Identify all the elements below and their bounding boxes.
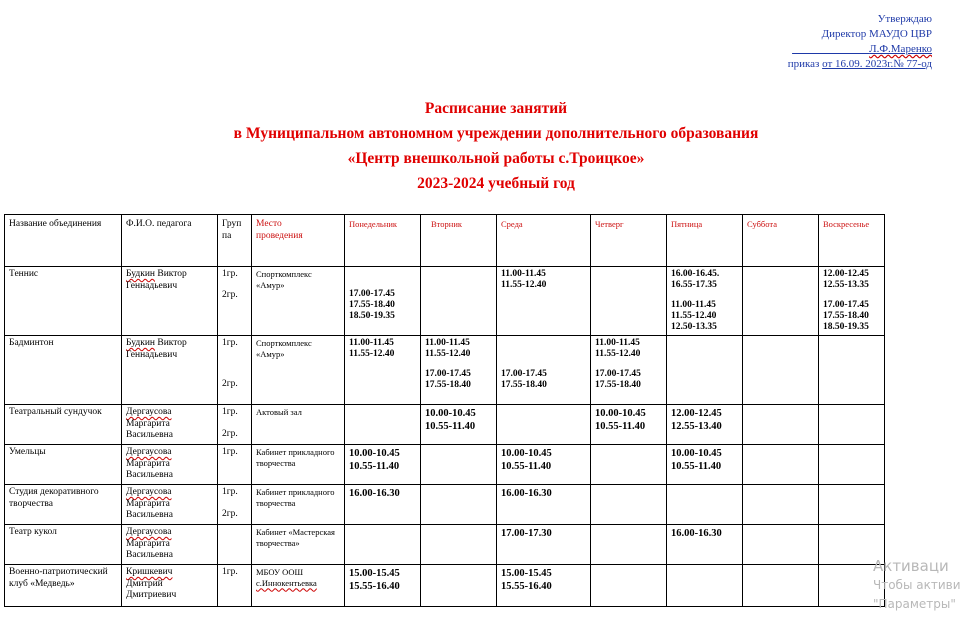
row-teacher: Будкин Виктор Геннадьевич [122,267,218,336]
row-name: Театральный сундучок [5,405,122,445]
title-line-1: Расписание занятий [424,100,568,117]
row-name: Военно-патриотический клуб «Медведь» [5,565,122,607]
cell-monday: 15.00-15.45 15.55-16.40 [345,565,421,607]
title-line-4: 2023-2024 учебный год [417,175,575,192]
table-row [5,525,885,565]
cell-sunday [819,485,885,525]
approval-line-1: Утверждаю [877,13,932,25]
row-place: Кабинет прикладного творчества [252,445,345,485]
table-row [5,485,885,525]
row-place: Спорткомплекс «Амур» [252,336,345,405]
row-group: 1гр. [218,565,252,607]
cell-tuesday: 11.00-11.45 11.55-12.40 17.00-17.45 17.55-18.40 [421,336,497,405]
cell-wednesday: 15.00-15.45 15.55-16.40 [497,565,591,607]
header-teacher: Ф.И.О. педагога [122,215,218,267]
approval-line-2: Директор МАУДО ЦВР [821,28,932,40]
cell-thursday [591,267,667,336]
cell-thursday [591,485,667,525]
row-group: 1гр. 2гр. [218,405,252,445]
row-name: Студия декоративного творчества [5,485,122,525]
cell-sunday: 12.00-12.45 12.55-13.35 17.00-17.45 17.55-18.40 18.50-19.35 [819,267,885,336]
document-title [0,96,962,196]
header-thursday: Четверг [591,215,667,267]
row-teacher: Будкин Виктор Геннадьевич [122,336,218,405]
row-teacher: Дергаусова Маргарита Васильевна [122,445,218,485]
cell-wednesday [497,405,591,445]
cell-tuesday [421,267,497,336]
row-group: 1гр. 2гр. [218,267,252,336]
cell-monday: 11.00-11.45 11.55-12.40 [345,336,421,405]
header-sunday: Воскресенье [819,215,885,267]
watermark-line-3: "Параметры" [873,597,956,611]
cell-saturday [743,525,819,565]
row-name: Теннис [5,267,122,336]
row-name: Умельцы [5,445,122,485]
table-row [5,336,885,405]
cell-tuesday: 10.00-10.45 10.55-11.40 [421,405,497,445]
row-teacher: Дергаусова Маргарита Васильевна [122,525,218,565]
cell-friday: 10.00-10.45 10.55-11.40 [667,445,743,485]
cell-wednesday: 10.00-10.45 10.55-11.40 [497,445,591,485]
table-row [5,267,885,336]
cell-sunday [819,405,885,445]
approval-order: приказ от 16.09. 2023г.№ 77-од [787,58,932,70]
cell-friday: 12.00-12.45 12.55-13.40 [667,405,743,445]
cell-thursday: 10.00-10.45 10.55-11.40 [591,405,667,445]
header-row [5,215,885,267]
cell-thursday [591,525,667,565]
table-row [5,565,885,607]
cell-monday: 16.00-16.30 [345,485,421,525]
approval-order-link: от 16.09. 2023г.№ 77-од [822,58,932,70]
row-group: 1гр. 2гр. [218,485,252,525]
cell-thursday: 11.00-11.45 11.55-12.40 17.00-17.45 17.55-18.40 [591,336,667,405]
header-tuesday: Вторник [421,215,497,267]
cell-tuesday [421,445,497,485]
row-place: Кабинет «Мастерская творчества» [252,525,345,565]
row-place: МБОУ ООШ с.Иннокентьевка [252,565,345,607]
cell-monday [345,405,421,445]
row-place: Спорткомплекс «Амур» [252,267,345,336]
table-row [5,445,885,485]
row-place: Кабинет прикладного творчества [252,485,345,525]
cell-saturday [743,405,819,445]
row-teacher: Кришкевич Дмитрий Дмитриевич [122,565,218,607]
cell-monday: 10.00-10.45 10.55-11.40 [345,445,421,485]
cell-sunday [819,336,885,405]
cell-wednesday: 17.00-17.45 17.55-18.40 [497,336,591,405]
cell-saturday [743,565,819,607]
cell-friday: 16.00-16.45. 16.55-17.35 11.00-11.45 11.55-12.40 12.50-13.35 [667,267,743,336]
row-place: Актовый зал [252,405,345,445]
cell-saturday [743,267,819,336]
row-group: 1гр. 2гр. [218,336,252,405]
row-group: 1гр. [218,445,252,485]
schedule-table [4,214,885,607]
header-name: Название объединения [5,215,122,267]
row-teacher: Дергаусова Маргарита Васильевна [122,405,218,445]
row-group [218,525,252,565]
title-line-2: в Муниципальном автономном учреждении дополнительного образования [233,125,759,142]
windows-activation-watermark [873,556,961,614]
row-name: Бадминтон [5,336,122,405]
header-saturday: Суббота [743,215,819,267]
cell-wednesday: 17.00-17.30 [497,525,591,565]
watermark-line-1: Активаци [873,557,949,575]
cell-tuesday [421,565,497,607]
cell-friday [667,485,743,525]
cell-saturday [743,445,819,485]
title-line-3: «Центр внешкольной работы с.Троицкое» [347,150,645,167]
header-group: Груп па [218,215,252,267]
cell-friday [667,565,743,607]
watermark-line-2: Чтобы активи [873,578,961,592]
header-friday: Пятница [667,215,743,267]
cell-saturday [743,485,819,525]
header-monday: Понедельник [345,215,421,267]
cell-wednesday: 16.00-16.30 [497,485,591,525]
header-place: Место проведения [252,215,345,267]
approval-stamp [788,12,932,72]
cell-tuesday [421,485,497,525]
cell-thursday [591,565,667,607]
cell-saturday [743,336,819,405]
approval-director-name: ______________Л.Ф.Маренко [792,43,932,55]
cell-friday [667,336,743,405]
cell-friday: 16.00-16.30 [667,525,743,565]
table-row [5,405,885,445]
cell-thursday [591,445,667,485]
header-wednesday: Среда [497,215,591,267]
row-teacher: Дергаусова Маргарита Васильевна [122,485,218,525]
cell-sunday [819,445,885,485]
row-name: Театр кукол [5,525,122,565]
cell-monday [345,525,421,565]
cell-monday: 17.00-17.45 17.55-18.40 18.50-19.35 [345,267,421,336]
cell-wednesday: 11.00-11.45 11.55-12.40 [497,267,591,336]
cell-tuesday [421,525,497,565]
